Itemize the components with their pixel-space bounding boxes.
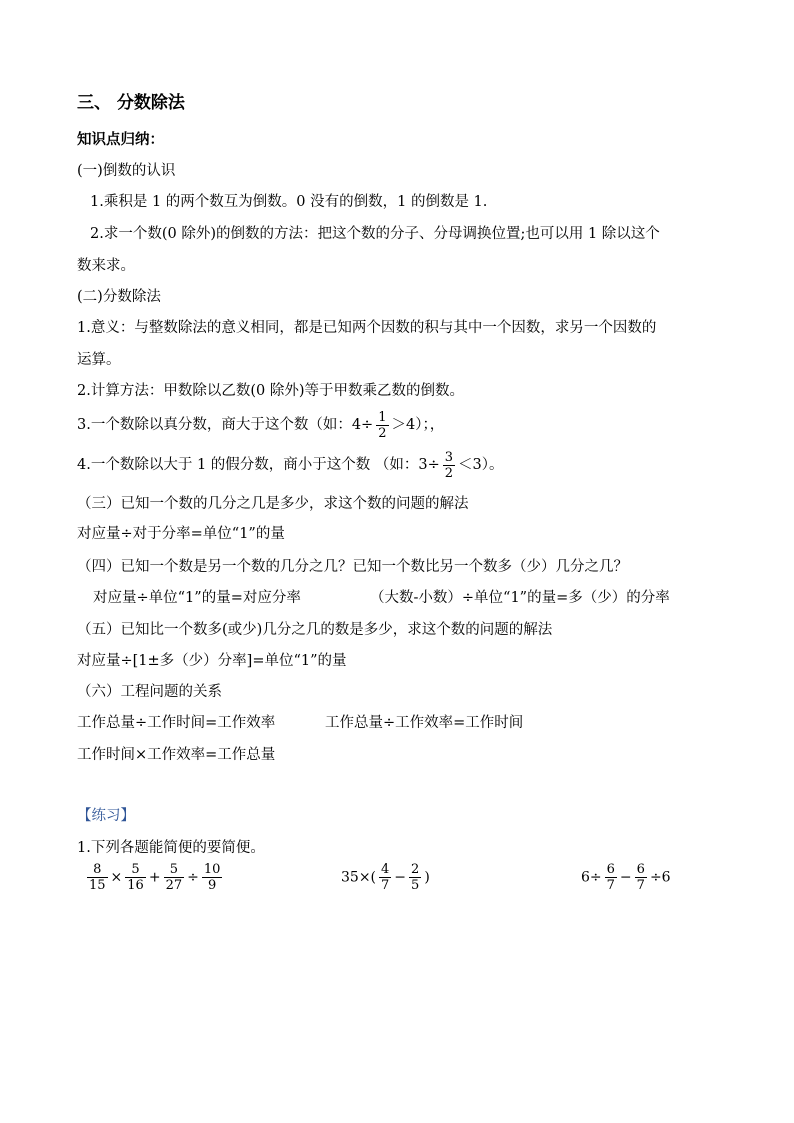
fraction-numerator: 2	[411, 862, 420, 877]
operator: +	[148, 869, 161, 886]
part2-item1-line2: 运算。	[77, 352, 121, 368]
fraction-three-halves	[443, 450, 455, 481]
fraction-denominator: 2	[444, 465, 454, 481]
fraction-numerator: 1	[378, 409, 387, 425]
fraction-denominator: 15	[89, 878, 106, 893]
section-title: 三、 分数除法	[77, 93, 185, 113]
fraction	[164, 862, 185, 893]
part1-heading: (一)倒数的认识	[77, 163, 176, 179]
part4-formula-b: （大数-小数）÷单位“1”的量=多（少）的分率	[370, 590, 670, 606]
fraction	[605, 862, 617, 893]
expression-prefix: 6÷	[581, 869, 602, 886]
part6-formula-b: 工作总量÷工作效率=工作时间	[325, 715, 524, 731]
part3-formula: 对应量÷对于分率=单位“1”的量	[77, 526, 285, 542]
part1-item2-line1: 2.求一个数(0 除外)的倒数的方法：把这个数的分子、分母调换位置;也可以用 1 除以这个	[90, 226, 660, 242]
fraction-numerator: 4	[381, 862, 390, 877]
fraction-denominator: 2	[378, 425, 387, 441]
part2-item1-line1: 1.意义：与整数除法的意义相同，都是已知两个因数的积与其中一个因数，求另一个因数的	[77, 320, 657, 336]
practice-question-1: 1.下列各题能简便的要简便。	[77, 840, 265, 856]
part2-heading: (二)分数除法	[77, 289, 161, 305]
fraction	[202, 862, 223, 893]
fraction-numerator: 6	[636, 862, 645, 877]
fraction	[87, 862, 108, 893]
part2-item4-tail: ＜3）。	[458, 457, 504, 473]
operator: ×	[110, 869, 123, 886]
part4-heading: （四）已知一个数是另一个数的几分之几？已知一个数比另一个数多（少）几分之几？	[77, 559, 628, 575]
fraction-denominator: 7	[606, 878, 615, 893]
expression-suffix: )	[424, 869, 430, 886]
fraction-denominator: 27	[165, 878, 183, 893]
operator: −	[619, 869, 632, 886]
part3-heading: （三）已知一个数的几分之几是多少，求这个数的问题的解法	[77, 496, 469, 512]
part1-item2-line2: 数来求。	[77, 258, 135, 274]
fraction-denominator: 9	[207, 878, 217, 893]
fraction	[125, 862, 146, 893]
practice-expression-1	[84, 862, 225, 893]
part2-item4	[77, 448, 504, 482]
fraction-numerator: 5	[164, 862, 185, 878]
fraction-numerator: 6	[606, 862, 615, 877]
expression-prefix: 35×(	[341, 869, 377, 886]
part2-item3-text: 3.一个数除以真分数，商大于这个数（如：4÷	[77, 417, 374, 433]
expression-suffix: ÷6	[649, 869, 671, 886]
fraction-numerator: 5	[125, 862, 146, 878]
part1-item1: 1.乘积是 1 的两个数互为倒数。0 没有的倒数，1 的倒数是 1.	[90, 194, 488, 210]
fraction-denominator: 7	[381, 878, 390, 893]
practice-expression-3	[581, 862, 671, 893]
part2-item2: 2.计算方法：甲数除以乙数(0 除外)等于甲数乘乙数的倒数。	[77, 383, 464, 399]
fraction	[409, 862, 421, 893]
part2-item3	[77, 408, 444, 442]
part5-heading: （五）已知比一个数多(或少)几分之几的数是多少，求这个数的问题的解法	[77, 622, 553, 638]
operator: −	[394, 869, 407, 886]
part5-formula: 对应量÷[1±多（少）分率]=单位“1”的量	[77, 653, 347, 669]
fraction-numerator: 8	[87, 862, 108, 878]
part4-formula-a: 对应量÷单位“1”的量=对应分率	[93, 590, 301, 606]
part2-item4-text: 4.一个数除以大于 1 的假分数，商小于这个数 （如：3÷	[77, 457, 440, 473]
fraction-numerator: 3	[444, 449, 454, 465]
part6-formula-a: 工作总量÷工作时间=工作效率	[77, 715, 276, 731]
summary-heading: 知识点归纳：	[77, 131, 164, 148]
part6-formula-c: 工作时间×工作效率=工作总量	[77, 747, 276, 763]
fraction	[379, 862, 391, 893]
practice-expression-2	[341, 862, 430, 893]
fraction-numerator: 10	[203, 862, 221, 877]
fraction	[635, 862, 647, 893]
fraction-denominator: 7	[636, 878, 645, 893]
fraction-denominator: 5	[411, 878, 420, 893]
part6-heading: （六）工程问题的关系	[77, 684, 222, 700]
practice-label: 【练习】	[77, 808, 135, 824]
fraction-denominator: 16	[127, 878, 144, 893]
operator: ÷	[187, 869, 199, 886]
fraction-one-half	[376, 410, 388, 441]
part2-item3-tail: ＞4）；，	[391, 417, 445, 433]
